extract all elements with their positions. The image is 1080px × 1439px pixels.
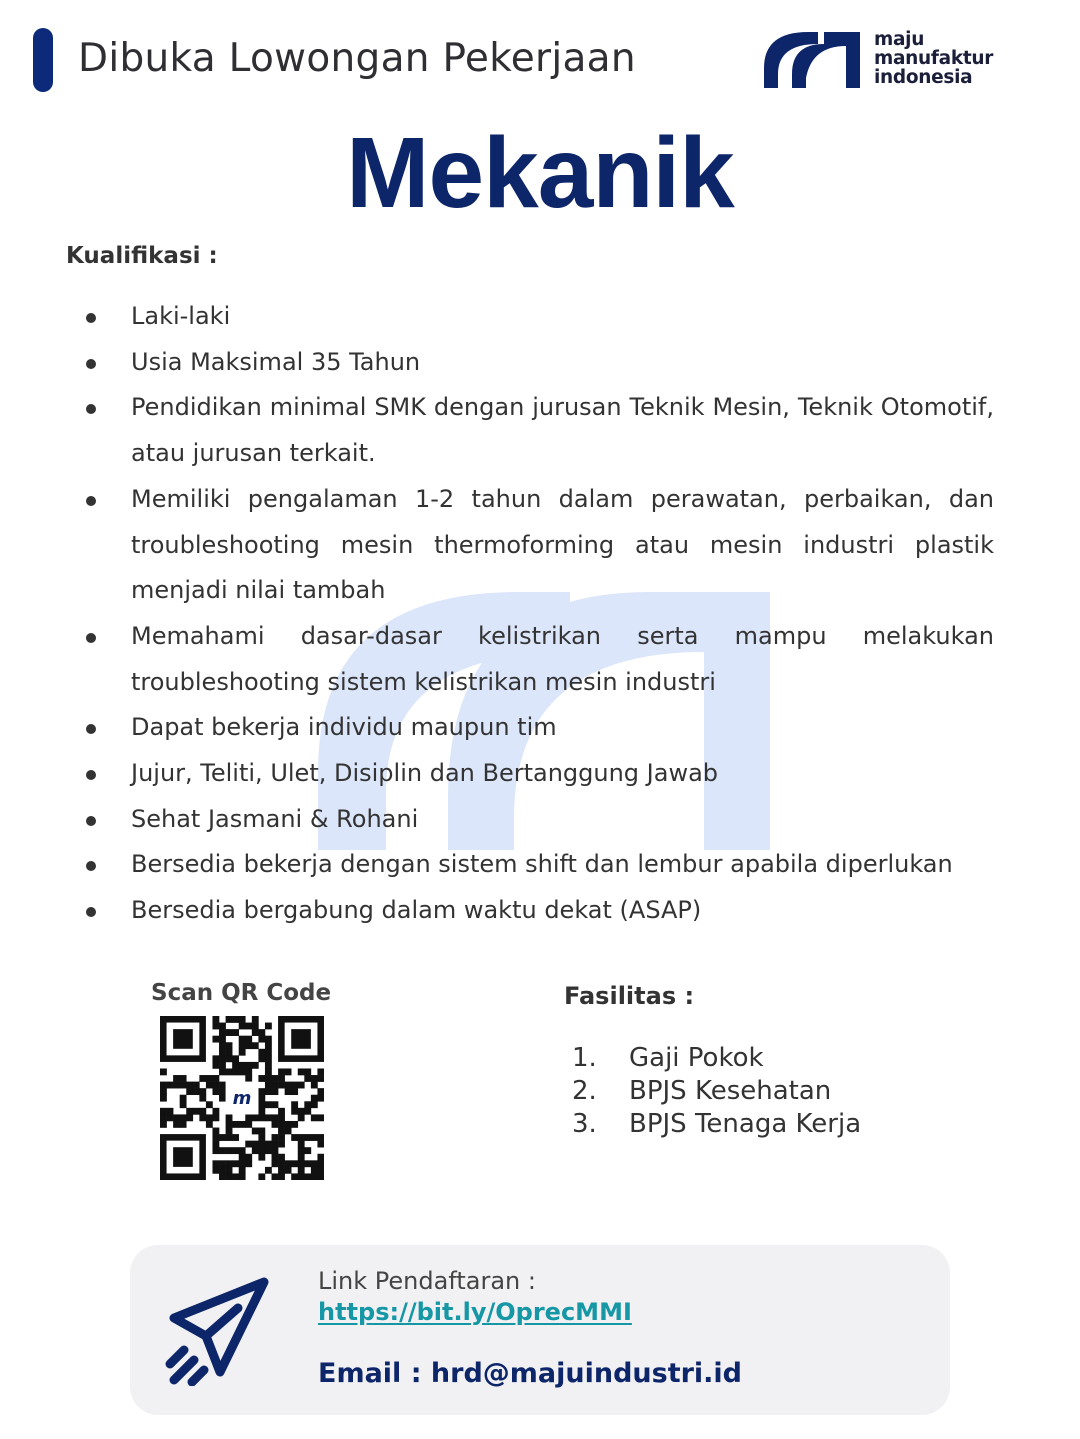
header-title: Dibuka Lowongan Pekerjaan: [78, 36, 636, 81]
facility-number: 2.: [572, 1076, 597, 1106]
facilities-list: [572, 1042, 861, 1141]
qualification-text: Laki-laki: [131, 302, 231, 330]
list-item: [572, 1108, 861, 1141]
qr-label: Scan QR Code: [151, 980, 332, 1006]
bullet-icon: [86, 404, 96, 414]
header-accent-bar: [33, 28, 53, 92]
bullet-icon: [86, 496, 96, 506]
qualification-text: Usia Maksimal 35 Tahun: [131, 347, 421, 376]
qr-code[interactable]: [160, 1016, 324, 1180]
qualification-text: Memahami dasar-dasar kelistrikan serta mampu melakukan troubleshooting sistem kelistrikan mesin industri: [131, 621, 994, 696]
facilities-heading: Fasilitas :: [564, 982, 695, 1010]
facility-number: 1.: [572, 1043, 597, 1073]
facility-label: BPJS Kesehatan: [629, 1076, 832, 1106]
m-logo-icon: [764, 30, 864, 90]
registration-link[interactable]: https://bit.ly/OprecMMI: [318, 1298, 632, 1326]
list-item: [80, 797, 994, 843]
bullet-icon: [86, 313, 96, 323]
bullet-icon: [86, 770, 96, 780]
logo-line-2: manufaktur: [874, 48, 994, 69]
qualification-text: Bersedia bekerja dengan sistem shift dan lembur apabila diperlukan: [131, 850, 953, 879]
bullet-icon: [86, 359, 96, 369]
list-item: [80, 340, 994, 386]
bullet-icon: [86, 816, 96, 826]
list-item: [80, 614, 994, 705]
facility-number: 3.: [572, 1109, 597, 1139]
qualifications-heading: Kualifikasi :: [66, 243, 218, 269]
bullet-icon: [86, 907, 96, 917]
list-item: [80, 842, 994, 888]
list-item: [80, 751, 994, 797]
registration-email[interactable]: Email : hrd@majuindustri.id: [318, 1358, 743, 1389]
job-title: Mekanik: [346, 117, 734, 229]
paper-plane-icon: [160, 1274, 272, 1386]
svg-text:m: m: [232, 1087, 252, 1109]
bullet-icon: [86, 633, 96, 643]
facility-label: BPJS Tenaga Kerja: [629, 1109, 862, 1139]
list-item: [80, 888, 994, 934]
list-item: [80, 294, 994, 340]
list-item: [572, 1075, 861, 1108]
qualification-text: Pendidikan minimal SMK dengan jurusan Teknik Mesin, Teknik Otomotif, atau jurusan terkait.: [131, 393, 994, 468]
bullet-icon: [86, 861, 96, 871]
list-item: [80, 385, 994, 476]
qualification-text: Bersedia bergabung dalam waktu dekat (ASAP): [131, 896, 702, 925]
list-item: [80, 477, 994, 614]
logo-line-3: indonesia: [874, 67, 973, 88]
logo-wordmark: [874, 30, 993, 87]
qualification-text: Jujur, Teliti, Ulet, Disiplin dan Bertanggung Jawab: [131, 759, 719, 788]
list-item: [572, 1042, 861, 1075]
qualification-text: Dapat bekerja individu maupun tim: [131, 713, 557, 742]
logo-line-1: maju: [874, 29, 925, 50]
registration-label: Link Pendaftaran :: [318, 1267, 536, 1295]
qualification-text: Memiliki pengalaman 1-2 tahun dalam perawatan, perbaikan, dan troubleshooting mesin thermoforming atau mesin industri plastik menjadi nilai tambah: [131, 484, 994, 605]
bullet-icon: [86, 724, 96, 734]
qualification-text: Sehat Jasmani & Rohani: [131, 804, 419, 833]
qualifications-list: [80, 294, 994, 934]
list-item: [80, 705, 994, 751]
company-logo: [764, 30, 1014, 92]
facility-label: Gaji Pokok: [629, 1043, 764, 1073]
